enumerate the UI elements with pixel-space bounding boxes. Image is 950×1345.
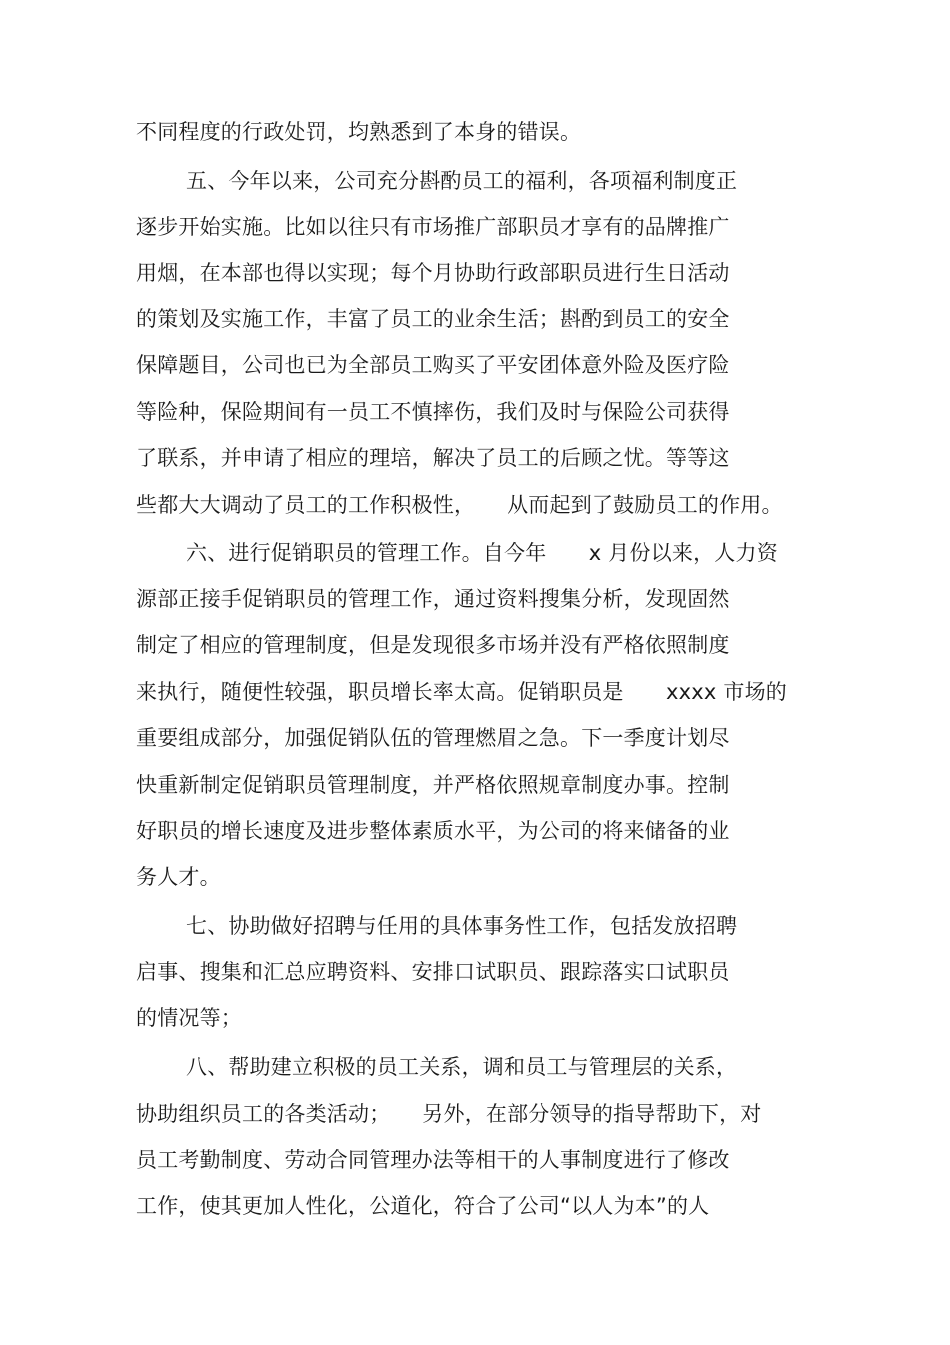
text-line: 工作，使其更加人性化，公道化，符合了公司“以人为本”的人: [136, 1194, 710, 1218]
paragraph-8-first-line: 八、帮助建立积极的员工关系，调和员工与管理层的关系，: [186, 1055, 738, 1079]
text-line: 保障题目，公司也已为全部员工购买了平安团体意外险及医疗险: [136, 353, 730, 377]
text-line: 协助组织员工的各类活动； 另外，在部分领导的指导帮助下，对: [136, 1102, 762, 1126]
text-line: 快重新制定促销职员管理制度，并严格依照规章制度办事。控制: [136, 773, 730, 797]
text-line: 的策划及实施工作，丰富了员工的业余生活；斟酌到员工的安全: [136, 307, 730, 331]
text-line: 制定了相应的管理制度，但是发现很多市场并没有严格依照制度: [136, 633, 730, 657]
text-line: 重要组成部分，加强促销队伍的管理燃眉之急。下一季度计划尽: [136, 726, 730, 750]
text-line: 了联系，并申请了相应的理培，解决了员工的后顾之忧。等等这: [136, 446, 730, 470]
text-line: 些都大大调动了员工的工作积极性， 从而起到了鼓励员工的作用。: [136, 493, 783, 517]
paragraph-5-first-line: 五、今年以来，公司充分斟酌员工的福利，各项福利制度正: [186, 169, 738, 193]
text-line: 的情况等；: [136, 1006, 242, 1030]
paragraph-6-first-line: 六、进行促销职员的管理工作。自今年 x 月份以来，人力资: [186, 541, 778, 565]
text-line: 好职员的增长速度及进步整体素质水平，为公司的将来储备的业: [136, 819, 730, 843]
text-line: 员工考勤制度、劳动合同管理办法等相干的人事制度进行了修改: [136, 1148, 730, 1172]
text-line: 逐步开始实施。比如以往只有市场推广部职员才享有的品牌推广: [136, 215, 730, 239]
text-line: 用烟，在本部也得以实现；每个月协助行政部职员进行生日活动: [136, 261, 730, 285]
text-line: 等险种，保险期间有一员工不慎摔伤，我们及时与保险公司获得: [136, 400, 730, 424]
text-line: 来执行，随便性较强，职员增长率太高。促销职员是 xxxx 市场的: [136, 680, 787, 704]
text-line: 源部正接手促销职员的管理工作，通过资料搜集分析，发现固然: [136, 587, 730, 611]
text-line: 启事、搜集和汇总应聘资料、安排口试职员、跟踪落实口试职员: [136, 960, 730, 984]
text-line: 不同程度的行政处罚，均熟悉到了本身的错误。: [136, 120, 582, 144]
paragraph-7-first-line: 七、协助做好招聘与任用的具体事务性工作，包括发放招聘: [186, 914, 738, 938]
text-line: 务人才。: [136, 865, 221, 889]
